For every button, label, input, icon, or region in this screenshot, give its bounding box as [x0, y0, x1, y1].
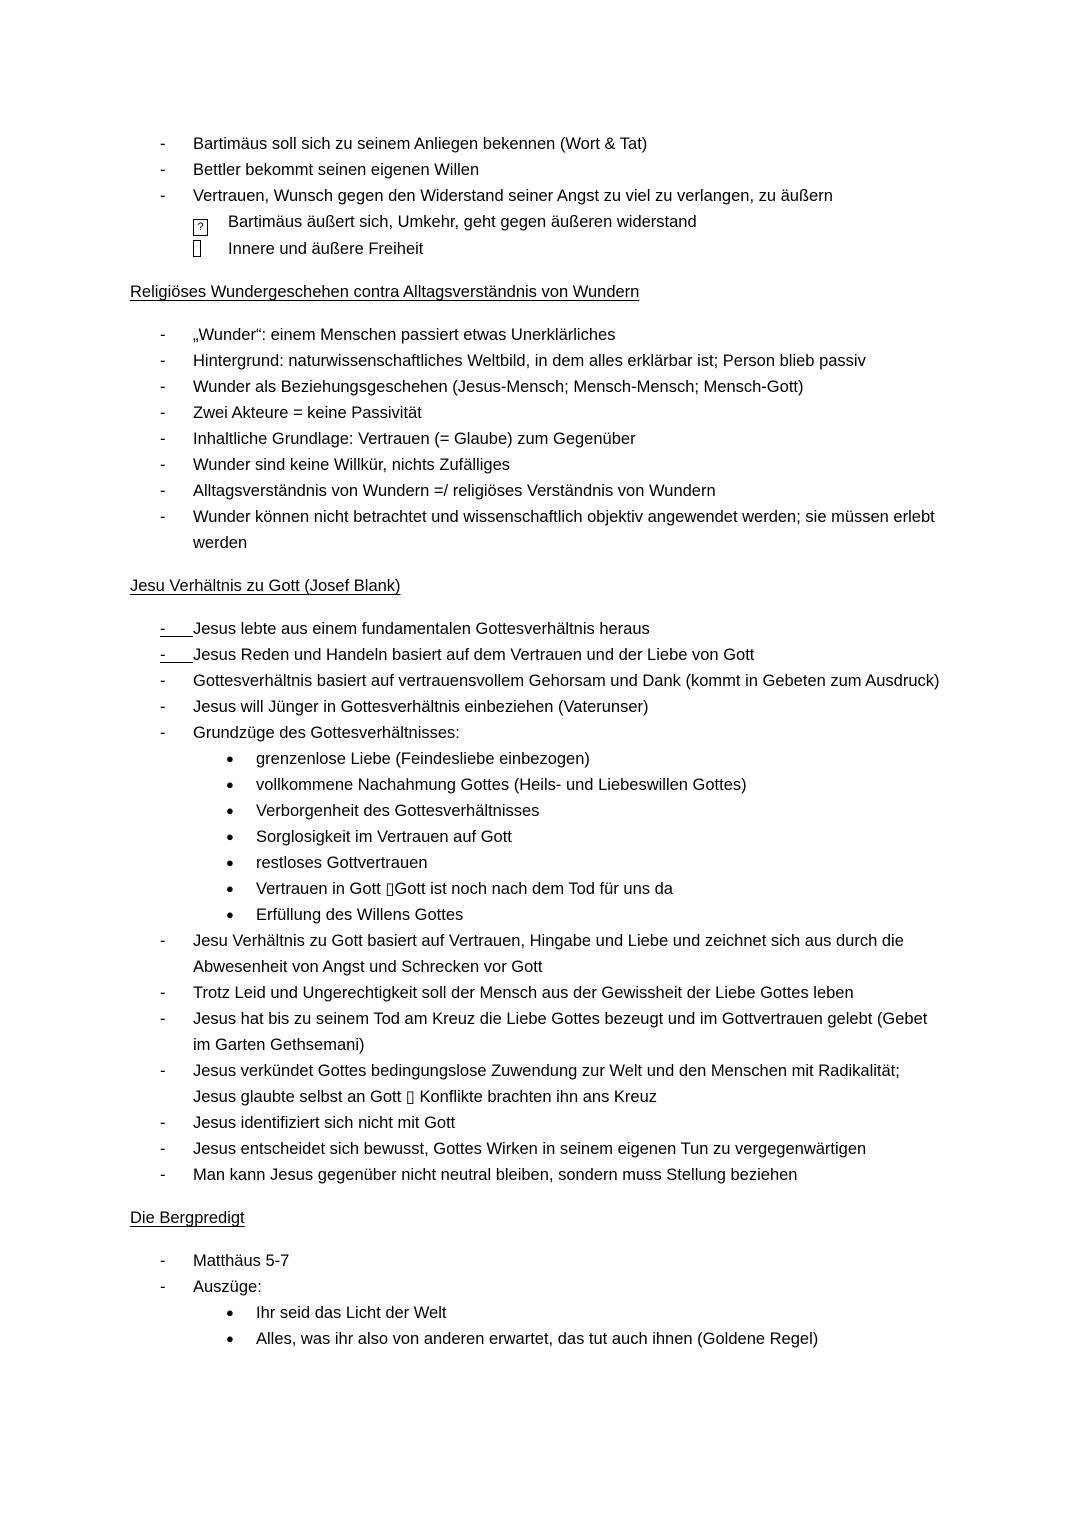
list-item-text: vollkommene Nachahmung Gottes (Heils- und Liebeswillen Gottes)	[256, 776, 747, 794]
list-item-text: Bettler bekommt seinen eigenen Willen	[193, 161, 480, 179]
list-item-text: Bartimäus soll sich zu seinem Anliegen bekennen (Wort & Tat)	[193, 135, 648, 153]
list-item	[130, 209, 942, 236]
list-item	[130, 980, 942, 1006]
list-marker: -	[160, 724, 166, 742]
list-item	[130, 1058, 942, 1110]
list-item-text: Man kann Jesus gegenüber nicht neutral bleiben, sondern muss Stellung beziehen	[193, 1166, 798, 1184]
list-marker: ●	[226, 907, 234, 922]
list-item	[130, 236, 942, 262]
list-item-text: Wunder sind keine Willkür, nichts Zufälliges	[193, 456, 510, 474]
list-marker: -	[160, 482, 166, 500]
list-marker: -	[160, 1252, 166, 1270]
list-marker: ●	[226, 777, 234, 792]
list-item-text: restloses Gottvertrauen	[256, 854, 428, 872]
list-marker: -	[160, 984, 166, 1002]
list-item	[130, 1006, 942, 1058]
list-marker: -	[160, 672, 166, 690]
list-item	[130, 616, 942, 642]
list-marker: -	[160, 456, 166, 474]
list-item-text: Jesu Verhältnis zu Gott basiert auf Vertrauen, Hingabe und Liebe und zeichnet sich aus durch die Abwesenheit von Angst und Schrecken vor Gott	[193, 932, 904, 976]
list-item-text: Sorglosigkeit im Vertrauen auf Gott	[256, 828, 512, 846]
list-item-text: Matthäus 5-7	[193, 1252, 290, 1270]
list-item	[130, 1162, 942, 1188]
list-item	[130, 720, 942, 746]
list-marker: -	[160, 698, 166, 716]
list-item-text: Trotz Leid und Ungerechtigkeit soll der Mensch aus der Gewissheit der Liebe Gottes leben	[193, 984, 854, 1002]
list-item-text: Gottesverhältnis basiert auf vertrauensvollem Gehorsam und Dank (kommt in Gebeten zum Ausdruck)	[193, 672, 940, 690]
list-item	[130, 157, 942, 183]
list-item-text: Jesus will Jünger in Gottesverhältnis einbeziehen (Vaterunser)	[193, 698, 649, 716]
list-item-text: Jesus entscheidet sich bewusst, Gottes Wirken in seinem eigenen Tun zu vergegenwärtigen	[193, 1140, 867, 1158]
list-item-text: Erfüllung des Willens Gottes	[256, 906, 464, 924]
list-item-text: Alles, was ihr also von anderen erwartet, das tut auch ihnen (Goldene Regel)	[256, 1330, 819, 1348]
list-item-text: Vertrauen in Gott ▯Gott ist noch nach dem Tod für uns da	[256, 880, 673, 898]
list-marker: -	[160, 430, 166, 448]
list-item-text: Jesus identifiziert sich nicht mit Gott	[193, 1114, 456, 1132]
list-item	[130, 1274, 942, 1300]
list-marker: -	[160, 1062, 166, 1080]
list-item	[130, 668, 942, 694]
list-item-text: Grundzüge des Gottesverhältnisses:	[193, 724, 460, 742]
list-item	[130, 426, 942, 452]
list-item	[130, 1300, 942, 1326]
list-item	[130, 746, 942, 772]
list-item	[130, 452, 942, 478]
list-item	[130, 694, 942, 720]
list-marker: -	[160, 508, 166, 526]
missing-glyph-box-icon	[193, 240, 201, 257]
list-marker	[193, 236, 228, 262]
document-section	[130, 1205, 942, 1352]
list-item-text: Ihr seid das Licht der Welt	[256, 1304, 447, 1322]
list-item	[130, 1248, 942, 1274]
list-item-text: Wunder als Beziehungsgeschehen (Jesus-Mensch; Mensch-Mensch; Mensch-Gott)	[193, 378, 804, 396]
section-heading: Jesu Verhältnis zu Gott (Josef Blank)	[130, 577, 401, 595]
list-marker: ●	[226, 881, 234, 896]
list-item	[130, 824, 942, 850]
list-marker: -	[160, 1278, 166, 1296]
document-section	[130, 131, 942, 262]
list-marker: -	[160, 404, 166, 422]
list-marker: ●	[226, 1331, 234, 1346]
list-marker: ●	[226, 803, 234, 818]
list-marker: -	[160, 378, 166, 396]
list-item-text: Inhaltliche Grundlage: Vertrauen (= Glaube) zum Gegenüber	[193, 430, 636, 448]
list-marker: -	[160, 1140, 166, 1158]
list-item	[130, 1136, 942, 1162]
list-item-text: Jesus Reden und Handeln basiert auf dem Vertrauen und der Liebe von Gott	[193, 646, 755, 664]
list-item-text: grenzenlose Liebe (Feindesliebe einbezogen)	[256, 750, 590, 768]
list-marker: -	[160, 326, 166, 344]
list-marker: -	[160, 932, 166, 950]
list-marker: -	[160, 352, 166, 370]
list-item-text: Auszüge:	[193, 1278, 262, 1296]
list-item	[130, 348, 942, 374]
list-item	[130, 1110, 942, 1136]
list-marker: -	[160, 135, 166, 153]
list-item	[130, 876, 942, 902]
list-item-text: Innere und äußere Freiheit	[228, 240, 424, 258]
list-item-text: Jesus lebte aus einem fundamentalen Gottesverhältnis heraus	[193, 620, 650, 638]
list-item	[130, 1326, 942, 1352]
document-section	[130, 573, 942, 1188]
list-marker: ●	[226, 1305, 234, 1320]
list-item	[130, 772, 942, 798]
list-item-text: Alltagsverständnis von Wundern =/ religiöses Verständnis von Wundern	[193, 482, 716, 500]
list-item-text: Vertrauen, Wunsch gegen den Widerstand seiner Angst zu viel zu verlangen, zu äußern	[193, 187, 833, 205]
list-item	[130, 374, 942, 400]
list-item-text: Jesus verkündet Gottes bedingungslose Zuwendung zur Welt und den Menschen mit Radikalität; Jesus glaubte selbst an Gott ▯ Konflikte brachten ihn ans Kreuz	[193, 1062, 900, 1106]
list-item	[130, 504, 942, 556]
list-item	[130, 928, 942, 980]
list-item-text: Hintergrund: naturwissenschaftliches Weltbild, in dem alles erklärbar ist; Person blieb passiv	[193, 352, 866, 370]
list-marker: ●	[226, 855, 234, 870]
list-marker: -	[160, 616, 193, 637]
list-item	[130, 642, 942, 668]
list-item	[130, 400, 942, 426]
boxed-question-icon: ?	[193, 219, 208, 236]
list-item	[130, 850, 942, 876]
list-item	[130, 131, 942, 157]
list-item-text: „Wunder“: einem Menschen passiert etwas Unerklärliches	[193, 326, 616, 344]
list-marker: -	[160, 161, 166, 179]
list-marker: -	[160, 642, 193, 663]
list-item-text: Zwei Akteure = keine Passivität	[193, 404, 422, 422]
list-item	[130, 322, 942, 348]
list-marker: ●	[226, 829, 234, 844]
list-marker: ●	[226, 751, 234, 766]
list-item-text: Bartimäus äußert sich, Umkehr, geht gegen äußeren widerstand	[228, 213, 697, 231]
list-item-text: Jesus hat bis zu seinem Tod am Kreuz die Liebe Gottes bezeugt und im Gottvertrauen gelebt (Gebet im Garten Gethsemani)	[193, 1010, 928, 1054]
list-marker: -	[160, 1166, 166, 1184]
section-heading: Die Bergpredigt	[130, 1209, 245, 1227]
document-section	[130, 279, 942, 556]
list-item	[130, 183, 942, 209]
list-item-text: Verborgenheit des Gottesverhältnisses	[256, 802, 540, 820]
list-marker	[193, 209, 228, 236]
list-marker: -	[160, 1114, 166, 1132]
list-item-text: Wunder können nicht betrachtet und wissenschaftlich objektiv angewendet werden; sie müssen erlebt werden	[193, 508, 935, 552]
list-item	[130, 798, 942, 824]
section-heading: Religiöses Wundergeschehen contra Alltagsverständnis von Wundern	[130, 283, 640, 301]
list-item	[130, 902, 942, 928]
list-marker: -	[160, 187, 166, 205]
list-marker: -	[160, 1010, 166, 1028]
list-item	[130, 478, 942, 504]
